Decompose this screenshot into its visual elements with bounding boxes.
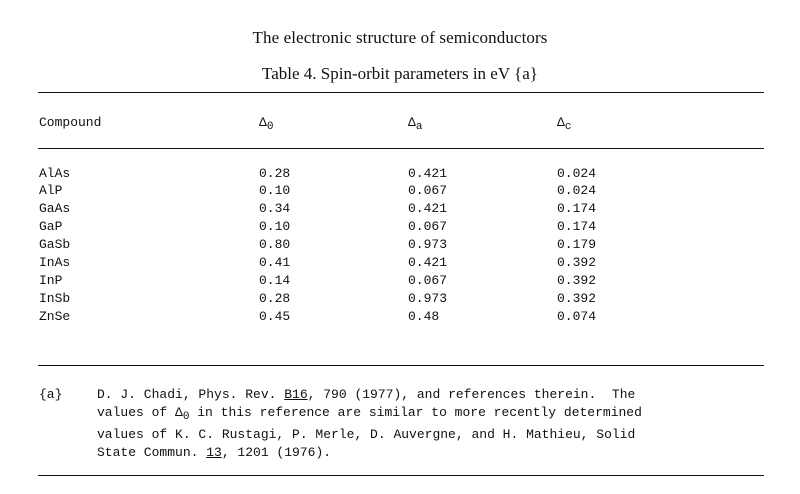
delta-c-cell: 0.174 (557, 201, 597, 216)
delta-subscript: a (415, 121, 423, 133)
column-header-delta-c (557, 115, 571, 133)
compound-cell: GaP (39, 219, 63, 234)
delta-symbol: Δ (408, 115, 416, 130)
table-row (0, 201, 800, 218)
journal-volume-ref: 13 (206, 444, 222, 460)
delta0-cell: 0.80 (259, 237, 291, 252)
journal-volume-ref: B16 (284, 387, 308, 402)
column-header-delta0 (259, 115, 273, 133)
delta-a-cell: 0.421 (408, 166, 448, 181)
delta-symbol: Δ (259, 115, 267, 130)
footnote-bottom-rule (38, 475, 764, 476)
delta-a-cell: 0.067 (408, 219, 448, 234)
compound-cell: InSb (39, 291, 71, 306)
delta-a-cell: 0.48 (408, 309, 440, 324)
delta-c-cell: 0.174 (557, 219, 597, 234)
column-header-compound: Compound (39, 115, 102, 130)
table-row (0, 183, 800, 200)
delta0-cell: 0.34 (259, 201, 291, 216)
column-header-delta-a (408, 115, 422, 133)
delta-subscript: c (564, 121, 572, 133)
delta0-cell: 0.10 (259, 219, 291, 234)
delta-subscript: 0 (182, 410, 190, 423)
delta-c-cell: 0.392 (557, 291, 597, 306)
delta-c-cell: 0.074 (557, 309, 597, 324)
delta-a-cell: 0.421 (408, 255, 448, 270)
table-row (0, 291, 800, 308)
table-row (0, 166, 800, 183)
delta-a-cell: 0.067 (408, 183, 448, 198)
delta-c-cell: 0.392 (557, 255, 597, 270)
page-header: The electronic structure of semiconductors (252, 28, 548, 47)
compound-cell: GaAs (39, 201, 71, 216)
footnote-line (97, 386, 767, 404)
footnote-fragment: in this reference are similar to more recently determined (189, 404, 642, 420)
footnote-text (97, 386, 767, 461)
delta0-cell: 0.45 (259, 309, 291, 324)
table-caption: Table 4. Spin-orbit parameters in eV {a} (262, 64, 538, 83)
footnote-fragment: , 790 (1977), and references therein. The (307, 387, 636, 402)
delta-a-cell: 0.067 (408, 273, 448, 288)
table-row (0, 273, 800, 290)
compound-cell: AlP (39, 183, 63, 198)
footnote-fragment: D. J. Chadi, Phys. Rev. (97, 387, 285, 402)
delta0-cell: 0.14 (259, 273, 291, 288)
compound-cell: GaSb (39, 237, 71, 252)
table-row (0, 309, 800, 326)
footnote-line: values of K. C. Rustagi, P. Merle, D. Auvergne, and H. Mathieu, Solid (97, 427, 636, 442)
footnote-line (97, 404, 767, 427)
header-rule (38, 148, 764, 149)
table-bottom-rule (38, 365, 764, 366)
table-top-rule (38, 92, 764, 93)
footnote-fragment: values of (97, 404, 176, 420)
table-row (0, 255, 800, 272)
compound-cell: InAs (39, 255, 71, 270)
footnote-label: {a} (39, 387, 63, 402)
delta-symbol: Δ (557, 115, 565, 130)
delta0-cell: 0.10 (259, 183, 291, 198)
delta-c-cell: 0.024 (557, 166, 597, 181)
table-row (0, 237, 800, 254)
compound-cell: ZnSe (39, 309, 71, 324)
delta-c-cell: 0.179 (557, 237, 597, 252)
delta-a-cell: 0.973 (408, 291, 448, 306)
delta-symbol: Δ (175, 404, 183, 420)
delta0-cell: 0.28 (259, 166, 291, 181)
delta-subscript: 0 (266, 121, 274, 133)
footnote-fragment: , 1201 (1976). (221, 444, 332, 460)
footnote-fragment: State Commun. (97, 444, 207, 460)
delta0-cell: 0.41 (259, 255, 291, 270)
table-row (0, 219, 800, 236)
delta-c-cell: 0.024 (557, 183, 597, 198)
delta-a-cell: 0.973 (408, 237, 448, 252)
compound-cell: AlAs (39, 166, 71, 181)
delta0-cell: 0.28 (259, 291, 291, 306)
delta-a-cell: 0.421 (408, 201, 448, 216)
footnote-line (97, 444, 767, 462)
delta-c-cell: 0.392 (557, 273, 597, 288)
compound-cell: InP (39, 273, 63, 288)
